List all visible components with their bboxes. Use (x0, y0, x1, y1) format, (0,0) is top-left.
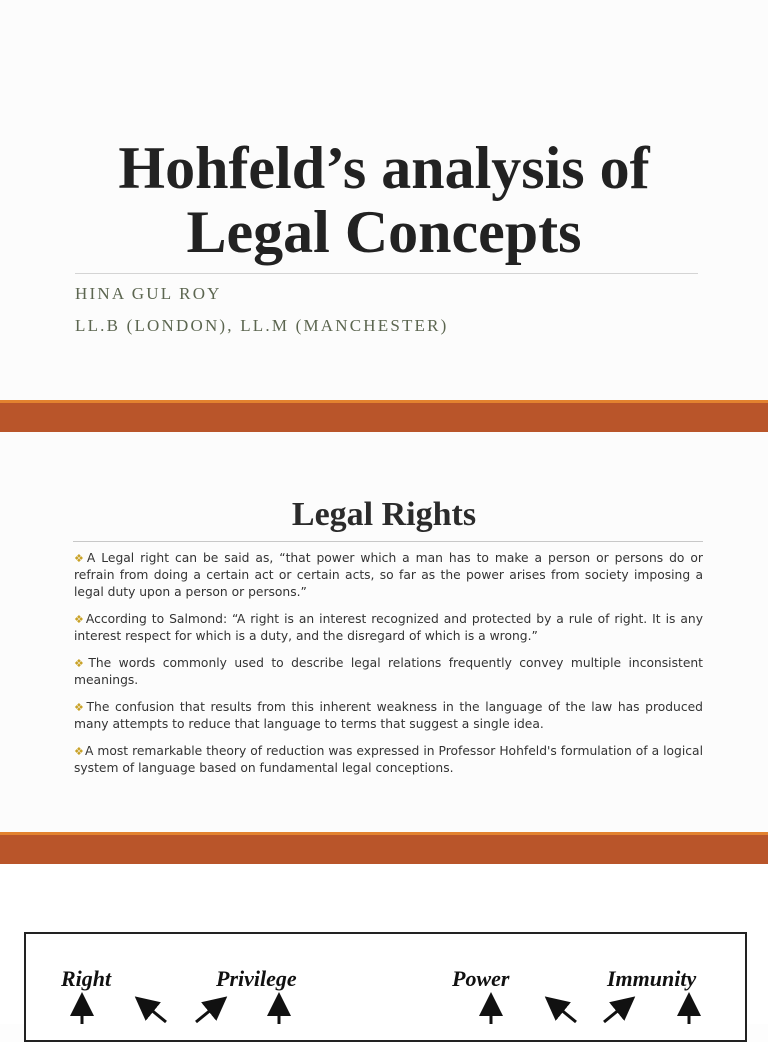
diamond-bullet-icon: ❖ (74, 613, 85, 626)
bullet-text: According to Salmond: “A right is an interest recognized and protected by a rule of right. It is any interest respect for which is a duty, and the disregard of which is a wrong.” (74, 612, 703, 643)
diagram-arrows (24, 990, 744, 1024)
bullet-text: A most remarkable theory of reduction was expressed in Professor Hohfeld's formulation of a logical system of language based on fundamental legal conceptions. (74, 744, 703, 775)
title-slide (0, 0, 768, 400)
list-item (70, 699, 703, 733)
diagram-label-right: Right (61, 966, 112, 991)
title-line-1: Hohfeld’s analysis of (118, 135, 650, 201)
bullet-text: The confusion that results from this inherent weakness in the language of the law has produced many attempts to reduce that language to terms that suggest a single idea. (74, 700, 703, 731)
list-item (70, 611, 703, 645)
bullet-text: The words commonly used to describe legal relations frequently convey multiple inconsistent meanings. (74, 656, 704, 687)
arrow-diagonal-icon (604, 1004, 626, 1022)
slide-separator (0, 832, 768, 864)
diamond-bullet-icon: ❖ (74, 745, 84, 758)
diagram-label-immunity: Immunity (607, 966, 697, 991)
diamond-bullet-icon: ❖ (74, 552, 86, 565)
arrow-diagonal-icon (196, 1004, 218, 1022)
diamond-bullet-icon: ❖ (74, 701, 86, 714)
list-item (70, 655, 703, 689)
arrow-diagonal-icon (554, 1004, 576, 1022)
bullet-text: A Legal right can be said as, “that power which a man has to make a person or persons do or refrain from doing a certain act or certain acts, so far as the power arises from society imposing a legal duty upon a person or persons.” (74, 551, 703, 599)
slide-separator (0, 400, 768, 432)
legal-rights-heading: Legal Rights (291, 496, 477, 533)
arrow-diagonal-icon (144, 1004, 166, 1022)
bullet-list (70, 550, 703, 787)
list-item (70, 743, 703, 777)
heading-divider (73, 541, 703, 542)
author-credentials: LL.B (LONDON), LL.M (MANCHESTER) (75, 316, 449, 335)
title-divider (75, 273, 698, 274)
author-name: HINA GUL ROY (75, 284, 222, 303)
diagram-label-privilege: Privilege (216, 966, 297, 991)
diamond-bullet-icon: ❖ (74, 657, 88, 670)
list-item (70, 550, 703, 601)
title-line-2: Legal Concepts (186, 199, 582, 265)
diagram-label-power: Power (452, 966, 510, 991)
slide-title (0, 136, 768, 264)
